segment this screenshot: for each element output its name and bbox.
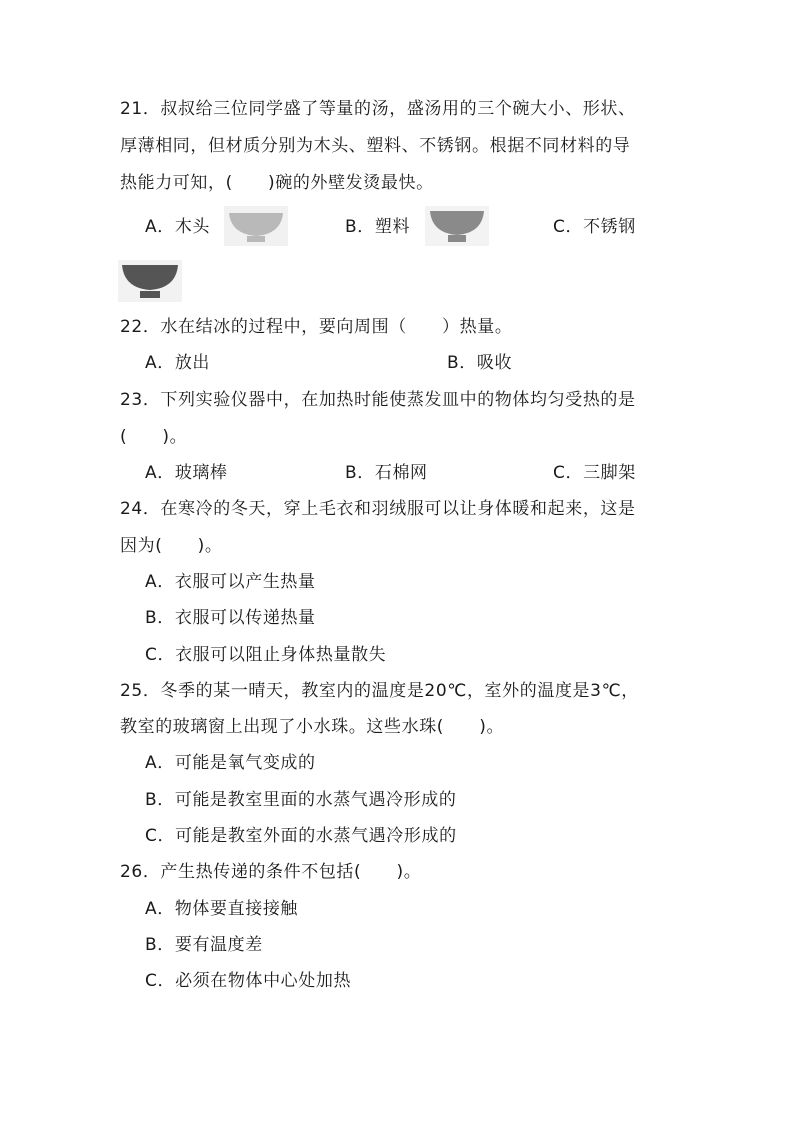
q23-stem-line-1: 23．下列实验仪器中，在加热时能使蒸发皿中的物体均匀受热的是 — [120, 390, 636, 410]
q23-option-a[interactable]: A．玻璃棒 — [145, 463, 228, 483]
q26-option-b[interactable]: B．要有温度差 — [145, 935, 263, 955]
q24-option-b[interactable]: B．衣服可以传递热量 — [145, 608, 316, 628]
plastic-bowl-icon — [425, 206, 489, 246]
q21-option-c[interactable]: C．不锈钢 — [553, 217, 636, 237]
q24-stem-line-2: 因为( )。 — [120, 536, 223, 556]
q25-stem-line-2: 教室的玻璃窗上出现了小水珠。这些水珠( )。 — [120, 717, 505, 737]
q24-option-c[interactable]: C．衣服可以阻止身体热量散失 — [145, 645, 387, 665]
q26-stem-line-1: 26．产生热传递的条件不包括( )。 — [120, 862, 422, 882]
q25-option-b[interactable]: B．可能是教室里面的水蒸气遇冷形成的 — [145, 790, 457, 810]
q21-stem-line-1: 21．叔叔给三位同学盛了等量的汤，盛汤用的三个碗大小、形状、 — [120, 99, 636, 119]
q23-stem-line-2: ( )。 — [120, 427, 188, 447]
q23-option-b[interactable]: B．石棉网 — [345, 463, 428, 483]
q22-stem-line-1: 22．水在结冰的过程中，要向周围（ ）热量。 — [120, 317, 513, 337]
q25-option-c[interactable]: C．可能是教室外面的水蒸气遇冷形成的 — [145, 826, 457, 846]
q26-option-c[interactable]: C．必须在物体中心处加热 — [145, 971, 352, 991]
q21-stem-line-3: 热能力可知，( )碗的外壁发烫最快。 — [120, 173, 434, 193]
steel-bowl-icon — [118, 260, 182, 302]
q21-option-b[interactable]: B．塑料 — [345, 217, 411, 237]
q21-stem-line-2: 厚薄相同，但材质分别为木头、塑料、不锈钢。根据不同材料的导 — [120, 136, 631, 156]
q24-stem-line-1: 24．在寒冷的冬天，穿上毛衣和羽绒服可以让身体暖和起来，这是 — [120, 499, 636, 519]
q26-option-a[interactable]: A．物体要直接接触 — [145, 899, 299, 919]
q23-option-c[interactable]: C．三脚架 — [553, 463, 636, 483]
q21-option-a[interactable]: A．木头 — [145, 217, 211, 237]
wood-bowl-icon — [224, 206, 288, 246]
q24-option-a[interactable]: A．衣服可以产生热量 — [145, 572, 316, 592]
q25-option-a[interactable]: A．可能是氧气变成的 — [145, 753, 316, 773]
q22-option-b[interactable]: B．吸收 — [447, 353, 513, 373]
q22-option-a[interactable]: A．放出 — [145, 353, 211, 373]
q25-stem-line-1: 25．冬季的某一晴天，教室内的温度是20℃，室外的温度是3℃， — [120, 681, 639, 701]
